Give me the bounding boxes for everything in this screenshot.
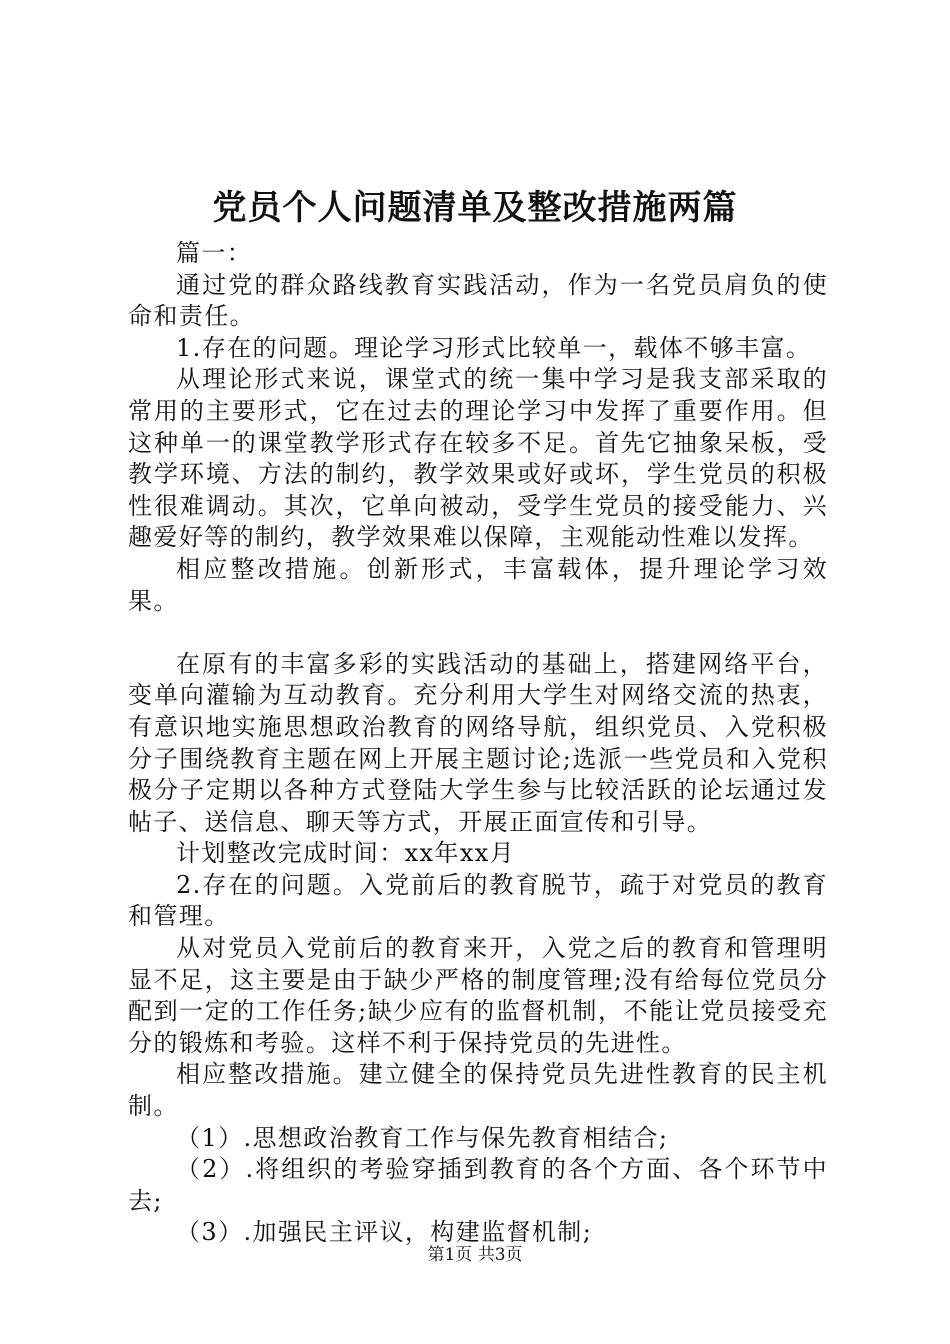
paragraph: 相应整改措施。建立健全的保持党员先进性教育的民主机制。 — [128, 1060, 828, 1121]
paragraph: 从理论形式来说，课堂式的统一集中学习是我支部采取的常用的主要形式，它在过去的理论学习中发挥了重要作用。但这种单一的课堂教学形式存在较多不足。首先它抽象呆板，受教学环境、方法的制约，教学效果或好或坏，学生党员的积极性很难调动。其次，它单向被动，受学生党员的接受能力、兴趣爱好等的制约，教学效果难以保障，主观能动性难以发挥。 — [128, 365, 828, 552]
paragraph: 通过党的群众路线教育实践活动，作为一名党员肩负的使命和责任。 — [128, 270, 828, 331]
paragraph: 相应整改措施。创新形式，丰富载体，提升理论学习效果。 — [128, 554, 828, 615]
section-heading: 篇一： — [176, 239, 253, 267]
list-item: （3）.加强民主评议，构建监督机制; — [176, 1218, 593, 1247]
document-title: 党员个人问题清单及整改措施两篇 — [212, 188, 738, 228]
list-item: （1）.思想政治教育工作与保先教育相结合; — [176, 1123, 669, 1152]
list-item: （2）.将组织的考验穿插到教育的各个方面、各个环节中去; — [128, 1155, 828, 1215]
paragraph: 计划整改完成时间：xx年xx月 — [176, 839, 516, 868]
page-footer: 第1页 共3页 — [427, 1245, 523, 1265]
paragraph: 1.存在的问题。理论学习形式比较单一，载体不够丰富。 — [176, 333, 812, 362]
paragraph: 从对党员入党前后的教育来开，入党之后的教育和管理明显不足，这主要是由于缺少严格的制度管理;没有给每位党员分配到一定的工作任务;缺少应有的监督机制，不能让党员接受充分的锻炼和考验。这样不利于保持党员的先进性。 — [128, 934, 828, 1057]
document-body — [128, 238, 828, 1249]
paragraph: 2.存在的问题。入党前后的教育脱节，疏于对党员的教育和管理。 — [128, 870, 828, 931]
paragraph: 在原有的丰富多彩的实践活动的基础上，搭建网络平台，变单向灌输为互动教育。充分利用大学生对网络交流的热衷，有意识地实施思想政治教育的网络导航，组织党员、入党积极分子围绕教育主题在网上开展主题讨论;选派一些党员和入党积极分子定期以各种方式登陆大学生参与比较活跃的论坛通过发帖子、送信息、聊天等方式，开展正面宣传和引导。 — [128, 649, 828, 836]
